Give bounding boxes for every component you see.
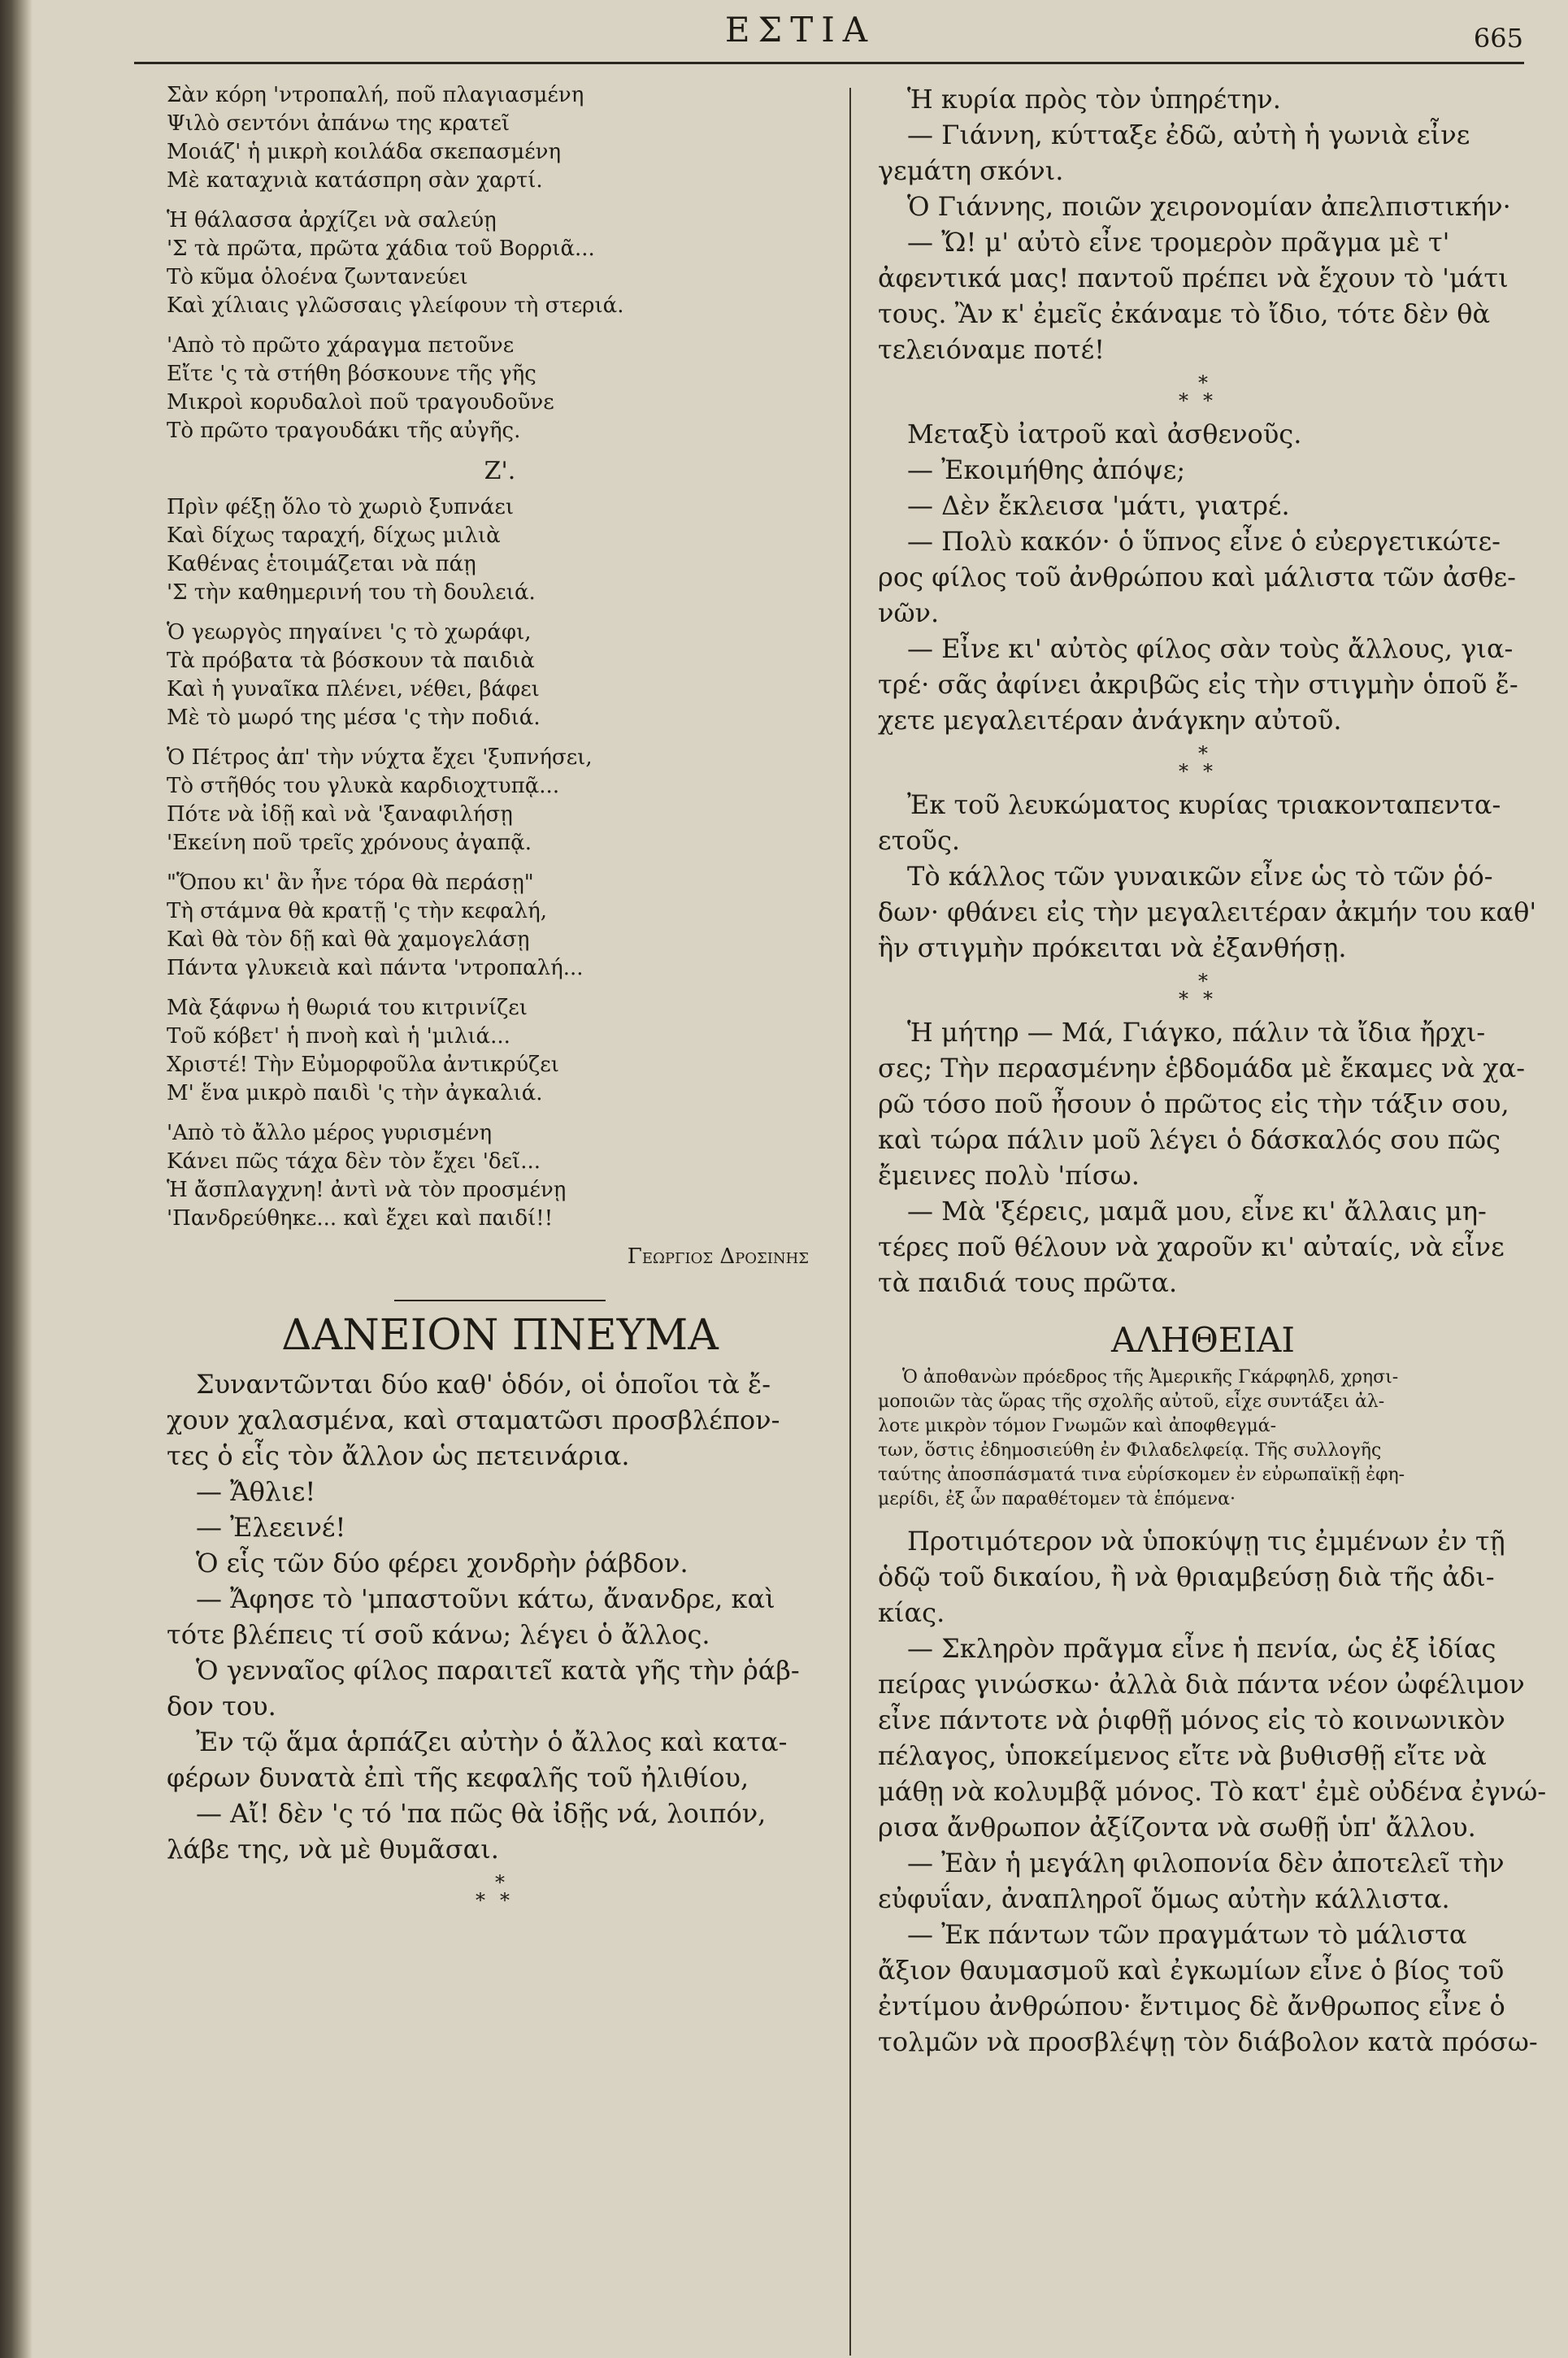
text-line: Τὸ κάλλος τῶν γυναικῶν εἶνε ὡς τὸ τῶν ῥό- bbox=[907, 861, 1493, 892]
asterism-star: * bbox=[1198, 371, 1208, 394]
poem-line: 'Πανδρεύθηκε... καὶ ἔχει καὶ παιδί!! bbox=[167, 1206, 554, 1231]
asterism-star: * bbox=[1179, 988, 1203, 1010]
asterism-star: * bbox=[1203, 389, 1227, 412]
poem-line: 'Σ τὰ πρῶτα, πρῶτα χάδια τοῦ Βορριᾶ... bbox=[167, 237, 595, 261]
asterism bbox=[878, 972, 1528, 1008]
text-line: — Μὰ 'ξέρεις, μαμᾶ μου, εἶνε κι' ἄλλαις μη- bbox=[907, 1196, 1487, 1227]
poem-line: Μὲ τὸ μωρό της μέσα 'ς τὴν ποδιά. bbox=[167, 706, 541, 730]
text-line: ρῶ τόσο ποῦ ἦσουν ὁ πρῶτος εἰς τὴν τάξιν σου, bbox=[878, 1088, 1509, 1119]
right-column bbox=[878, 81, 1547, 2060]
poem-line: Ὁ γεωργὸς πηγαίνει 'ς τὸ χωράφι, bbox=[167, 620, 532, 645]
poem-line: Μ' ἕνα μικρὸ παιδὶ 'ς τὴν ἀγκαλιά. bbox=[167, 1081, 543, 1105]
poem-line: Καὶ ἡ γυναῖκα πλένει, νέθει, βάφει bbox=[167, 677, 540, 701]
intro-line: μερίδι, ἐξ ὧν παραθέτομεν τὰ ἑπόμενα· bbox=[878, 1489, 1236, 1509]
poem-line: 'Εκείνη ποῦ τρεῖς χρόνους ἀγαπᾷ. bbox=[167, 831, 532, 855]
text-line: κίας. bbox=[878, 1597, 945, 1628]
text-line: χετε μεγαλειτέραν ἀνάγκην αὐτοῦ. bbox=[878, 705, 1342, 736]
aletheiai-heading: ΑΛΗΘΕΙΑΙ bbox=[1111, 1320, 1295, 1360]
text-line: ἄξιον θαυμασμοῦ καὶ ἐγκωμίων εἶνε ὁ βίος τοῦ bbox=[878, 1955, 1505, 1986]
intro-line: ταύτης ἀποσπάσματά τινα εὑρίσκομεν ἐν εὐρωπαϊκῇ ἐφη- bbox=[878, 1465, 1405, 1485]
poem-stanza bbox=[167, 1119, 833, 1233]
text-line: ὁδῷ τοῦ δικαίου, ἢ νὰ θριαμβεύσῃ διὰ τῆς ἀδι- bbox=[878, 1561, 1495, 1592]
text-line: ρος φίλος τοῦ ἀνθρώπου καὶ μάλιστα τῶν ἀσθε- bbox=[878, 562, 1516, 593]
text-line: λάβε της, νὰ μὲ θυμᾶσαι. bbox=[167, 1834, 499, 1865]
poem-line: Τὰ πρόβατα τὰ βόσκουν τὰ παιδιὰ bbox=[167, 649, 535, 673]
asterism-star: * bbox=[1179, 760, 1203, 783]
poem-line: Καὶ χίλιαις γλῶσσαις γλείφουν τὴ στεριά. bbox=[167, 293, 624, 318]
poem-stanza bbox=[167, 994, 833, 1108]
intro-line: των, ὅστις ἐδημοσιεύθη ἐν Φιλαδελφείᾳ. Τῆς συλλογῆς bbox=[878, 1440, 1382, 1461]
text-line: ἀφεντικά μας! παντοῦ πρέπει νὰ ἔχουν τὸ 'μάτι bbox=[878, 263, 1509, 293]
poem-line: Καθένας ἑτοιμάζεται νὰ πάῃ bbox=[167, 552, 476, 576]
poem-line: Καὶ θὰ τὸν δῇ καὶ θὰ χαμογελάσῃ bbox=[167, 927, 530, 952]
poem-part-two bbox=[167, 493, 833, 1233]
anecdote bbox=[878, 416, 1528, 738]
poem-line: Ὁ Πέτρος ἀπ' τὴν νύχτα ἔχει 'ξυπνήσει, bbox=[167, 745, 593, 770]
text-line: τους. Ἂν κ' ἐμεῖς ἐκάναμε τὸ ἴδιο, τότε δὲν θὰ bbox=[878, 298, 1491, 329]
text-line: Μεταξὺ ἰατροῦ καὶ ἀσθενοῦς. bbox=[907, 419, 1302, 449]
newspaper-page bbox=[33, 0, 1568, 2358]
left-column bbox=[167, 81, 833, 1916]
text-line: — Πολὺ κακόν· ὁ ὕπνος εἶνε ὁ εὐεργετικώτε- bbox=[907, 526, 1501, 557]
poem-line: Τὸ κῦμα ὁλοένα ζωντανεύει bbox=[167, 265, 468, 289]
text-line: — Εἶνε κι' αὐτὸς φίλος σὰν τοὺς ἄλλους, για- bbox=[907, 633, 1514, 664]
poem-line: Μοιάζ' ἡ μικρὴ κοιλάδα σκεπασμένη bbox=[167, 140, 562, 164]
book-spine bbox=[0, 0, 33, 2358]
poem-stanza bbox=[167, 869, 833, 983]
section-divider bbox=[394, 1300, 606, 1301]
poem-stanza bbox=[167, 206, 833, 320]
page-number: 665 bbox=[1473, 23, 1523, 54]
asterism-star: * bbox=[1203, 760, 1227, 783]
text-line: Ἡ κυρία πρὸς τὸν ὑπηρέτην. bbox=[907, 84, 1281, 115]
poem-line: Εἴτε 'ς τὰ στήθη βόσκουνε τῆς γῆς bbox=[167, 362, 536, 386]
daneion-heading: ΔΑΝΕΙΟΝ ΠΝΕΥΜΑ bbox=[281, 1311, 719, 1360]
intro-line: λοτε μικρὸν τόμον Γνωμῶν καὶ ἀποφθεγμά- bbox=[878, 1416, 1277, 1436]
text-line: ἐντίμου ἀνθρώπου· ἔντιμος δὲ ἄνθρωπος εἶνε ὁ bbox=[878, 1991, 1505, 2021]
text-line: τὰ παιδιά τους πρῶτα. bbox=[878, 1267, 1178, 1298]
intro-line: Ὁ ἀποθανὼν πρόεδρος τῆς Ἀμερικῆς Γκάρφηλδ, χρησι- bbox=[902, 1367, 1399, 1387]
poem-line: Μὲ καταχνιὰ κατάσπρη σὰν χαρτί. bbox=[167, 168, 543, 193]
poem-line: Καὶ δίχως ταραχή, δίχως μιλιὰ bbox=[167, 523, 501, 548]
poem-line: Κάνει πῶς τάχα δὲν τὸν ἔχει 'δεῖ... bbox=[167, 1149, 541, 1174]
text-line: — Ἐκ πάντων τῶν πραγμάτων τὸ μάλιστα bbox=[907, 1919, 1467, 1950]
asterism-star: * bbox=[1179, 389, 1203, 412]
poem-line: Τὴ στάμνα θὰ κρατῇ 'ς τὴν κεφαλή, bbox=[167, 899, 547, 923]
text-line: δον του. bbox=[167, 1691, 276, 1722]
poem-line: "Ὅπου κι' ἂν ἦνε τόρα θὰ περάσῃ" bbox=[167, 871, 534, 895]
text-line: νῶν. bbox=[878, 597, 940, 628]
text-line: τέρες ποῦ θέλουν νὰ χαροῦν κι' αὐταίς, νὰ εἶνε bbox=[878, 1231, 1505, 1262]
poem-line: Πάντα γλυκειὰ καὶ πάντα 'ντροπαλή... bbox=[167, 956, 584, 980]
text-line: Συναντῶνται δύο καθ' ὁδόν, οἱ ὁποῖοι τὰ ἔ- bbox=[196, 1369, 771, 1400]
text-line: — Ὤ! μ' αὐτὸ εἶνε τρομερὸν πρᾶγμα μὲ τ' bbox=[907, 227, 1450, 258]
asterism-row bbox=[878, 389, 1528, 412]
poem-line: 'Απὸ τὸ πρῶτο χάραγμα πετοῦνε bbox=[167, 333, 515, 358]
text-line: — Ἄθλιε! bbox=[196, 1476, 316, 1507]
text-line: φέρων δυνατὰ ἐπὶ τῆς κεφαλῆς τοῦ ἠλιθίου, bbox=[167, 1762, 749, 1793]
poem-line: Χριστέ! Τὴν Εὐμορφοῦλα ἀντικρύζει bbox=[167, 1053, 559, 1077]
text-line: — Ἐὰν ἡ μεγάλη φιλοπονία δὲν ἀποτελεῖ τὴν bbox=[907, 1848, 1505, 1878]
asterism bbox=[878, 742, 1528, 783]
text-line: — Δὲν ἔκλεισα 'μάτι, γιατρέ. bbox=[907, 490, 1290, 521]
poem-stanza bbox=[167, 332, 833, 445]
poem-signature: Γεωργιος Δροσινης bbox=[627, 1244, 809, 1269]
intro-line: μοποιῶν τὰς ὥρας τῆς σχολῆς αὐτοῦ, εἶχε συντάξει ἀλ- bbox=[878, 1392, 1385, 1412]
text-line: Ὁ εἷς τῶν δύο φέρει χονδρὴν ῥάβδον. bbox=[196, 1548, 688, 1579]
header-rule bbox=[134, 62, 1524, 64]
asterism bbox=[878, 371, 1528, 412]
text-line: μάθῃ νὰ κολυμβᾷ μόνος. Τὸ κατ' ἐμὲ οὐδένα ἐγνώ- bbox=[878, 1776, 1547, 1807]
column-divider bbox=[849, 88, 851, 2356]
asterism-row bbox=[878, 990, 1528, 1008]
poem-line: Πότε νὰ ἰδῇ καὶ νὰ 'ξαναφιλήσῃ bbox=[167, 802, 513, 827]
text-line: πέλαγος, ὑποκείμενος εἴτε νὰ βυθισθῇ εἴτε νὰ bbox=[878, 1740, 1487, 1771]
text-line: — Γιάννη, κύτταξε ἐδῶ, αὐτὴ ἡ γωνιὰ εἶνε bbox=[907, 119, 1470, 150]
poem-line: Τοῦ κόβετ' ἡ πνοὴ καὶ ἡ 'μιλιά... bbox=[167, 1024, 510, 1049]
text-line: — Ἐκοιμήθης ἀπόψε; bbox=[907, 454, 1186, 485]
asterism: * ** bbox=[476, 1871, 524, 1912]
text-line: — Σκληρὸν πρᾶγμα εἶνε ἡ πενία, ὡς ἐξ ἰδίας bbox=[907, 1633, 1496, 1664]
daneion-text bbox=[167, 1366, 833, 1867]
asterism-star: * bbox=[1198, 742, 1208, 765]
text-line: — Ἐλεεινέ! bbox=[196, 1512, 346, 1543]
text-line: χουν χαλασμένα, καὶ σταματῶσι προσβλέπον- bbox=[167, 1405, 780, 1435]
text-line: δων· φθάνει εἰς τὴν μεγαλειτέραν ἀκμήν του καθ' bbox=[878, 897, 1537, 927]
anecdote bbox=[878, 81, 1528, 367]
poem-line: Ἡ ἄσπλαγχνη! ἀντὶ νὰ τὸν προσμένῃ bbox=[167, 1178, 567, 1202]
poem-line: 'Σ τὴν καθημερινή του τὴ δουλειά. bbox=[167, 580, 536, 605]
poem-line: Πρὶν φέξῃ ὅλο τὸ χωριὸ ξυπνάει bbox=[167, 495, 515, 519]
running-title: ΕΣΤΙΑ bbox=[724, 10, 876, 50]
poem-line: Τὸ στῆθός του γλυκὰ καρδιοχτυπᾷ... bbox=[167, 774, 560, 798]
poem-line: 'Απὸ τὸ ἄλλο μέρος γυρισμένη bbox=[167, 1121, 493, 1145]
text-line: σες; Τὴν περασμένην ἑβδομάδα μὲ ἔκαμες νὰ χα- bbox=[878, 1053, 1526, 1083]
poem-line: Μικροὶ κορυδαλοὶ ποῦ τραγουδοῦνε bbox=[167, 390, 554, 415]
section-numeral: Ζ'. bbox=[484, 457, 516, 485]
text-line: καὶ τώρα πάλιν μοῦ λέγει ὁ δάσκαλός σου πῶς bbox=[878, 1124, 1501, 1155]
text-line: γεμάτη σκόνι. bbox=[878, 155, 1064, 186]
text-line: τολμῶν νὰ προσβλέψῃ τὸν διάβολον κατὰ πρόσω- bbox=[878, 2026, 1538, 2057]
text-line: τότε βλέπεις τί σοῦ κάνω; λέγει ὁ ἄλλος. bbox=[167, 1619, 710, 1650]
text-line: Ἐκ τοῦ λευκώματος κυρίας τριακονταπεντα- bbox=[907, 789, 1501, 820]
poem-stanza bbox=[167, 81, 833, 195]
text-line: Ἐν τῷ ἅμα ἁρπάζει αὐτὴν ὁ ἄλλος καὶ κατα- bbox=[196, 1726, 788, 1757]
asterism-row bbox=[878, 760, 1528, 783]
text-line: τες ὁ εἷς τὸν ἄλλον ὡς πετεινάρια. bbox=[167, 1440, 630, 1471]
text-line: ρισα ἄνθρωπον ἀξίζοντα νὰ σωθῇ ὑπ' ἄλλου. bbox=[878, 1812, 1476, 1843]
text-line: Ὁ Γιάννης, ποιῶν χειρονομίαν ἀπελπιστικήν· bbox=[907, 191, 1511, 222]
poem-stanza bbox=[167, 493, 833, 607]
text-line: — Αἴ! δὲν 'ς τό 'πα πῶς θὰ ἰδῇς νά, λοιπόν, bbox=[196, 1798, 767, 1829]
text-line: Ὁ γενναῖος φίλος παραιτεῖ κατὰ γῆς τὴν ῥάβ- bbox=[196, 1655, 800, 1686]
asterism-star: * bbox=[1198, 970, 1208, 992]
text-line: Προτιμότερον νὰ ὑποκύψῃ τις ἐμμένων ἐν τῇ bbox=[907, 1526, 1505, 1557]
poem-line: Σὰν κόρη 'ντροπαλή, ποῦ πλαγιασμένη bbox=[167, 83, 584, 107]
text-line: ἔμεινες πολὺ 'πίσω. bbox=[878, 1160, 1140, 1191]
text-line: Ἡ μήτηρ — Μά, Γιάγκο, πάλιν τὰ ἴδια ἤρχι- bbox=[907, 1017, 1486, 1048]
text-line: τρέ· σᾶς ἀφίνει ἀκριβῶς εἰς τὴν στιγμὴν ὁποῦ ἔ- bbox=[878, 669, 1518, 700]
text-line: τελειόναμε ποτέ! bbox=[878, 334, 1105, 365]
text-line: ετοῦς. bbox=[878, 825, 961, 856]
aletheiai-intro bbox=[878, 1366, 1528, 1512]
poem-stanza bbox=[167, 744, 833, 858]
poem-line: Τὸ πρῶτο τραγουδάκι τῆς αὐγῆς. bbox=[167, 419, 521, 443]
poem-line: Ψιλὸ σεντόνι ἀπάνω της κρατεῖ bbox=[167, 111, 510, 136]
poem-stanza bbox=[167, 619, 833, 732]
anecdote bbox=[878, 1014, 1528, 1301]
asterism-star: * bbox=[1203, 988, 1227, 1010]
text-line: εὐφυΐαν, ἀναπληροῖ ὅμως αὐτὴν κάλλιστα. bbox=[878, 1883, 1450, 1914]
poem-line: Μὰ ξάφνω ἡ θωριά του κιτρινίζει bbox=[167, 996, 528, 1020]
anecdotes bbox=[878, 81, 1537, 1301]
text-line: ἣν στιγμὴν πρόκειται νὰ ἐξανθήσῃ. bbox=[878, 932, 1347, 963]
aletheiai-text bbox=[878, 1523, 1547, 2060]
text-line: εἶνε πάντοτε νὰ ῥιφθῇ μόνος εἰς τὸ κοινωνικὸν bbox=[878, 1704, 1505, 1735]
poem-part-one bbox=[167, 81, 833, 445]
text-line: — Ἄφησε τὸ 'μπαστοῦνι κάτω, ἄνανδρε, καὶ bbox=[196, 1583, 775, 1614]
anecdote bbox=[878, 787, 1537, 966]
text-line: πείρας γινώσκω· ἀλλὰ διὰ πάντα νέον ὠφέλιμον bbox=[878, 1669, 1525, 1700]
poem-line: Ἡ θάλασσα ἀρχίζει νὰ σαλεύῃ bbox=[167, 208, 497, 232]
